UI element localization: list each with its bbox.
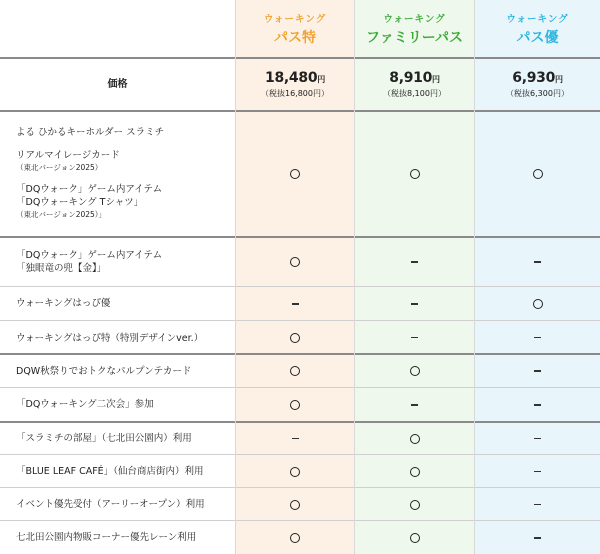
not-included-dash-icon	[411, 337, 418, 339]
not-included-dash-icon	[534, 537, 541, 539]
mark-cell-yu	[475, 456, 600, 487]
not-included-dash-icon	[534, 504, 541, 506]
price-tax: （税抜6,300円）	[506, 88, 569, 98]
not-included-dash-icon	[292, 303, 299, 305]
mark-cell-family	[355, 389, 474, 421]
price-cell-yu	[475, 60, 600, 108]
row-label-slamichi-room: 「スラミチの部屋」（七北田公園内）利用	[16, 433, 192, 444]
price-tax: （税抜8,100円）	[383, 88, 446, 98]
not-included-dash-icon	[534, 471, 541, 473]
plan-header-name: パス特	[274, 30, 316, 46]
plan-header-small: ウォーキング	[383, 14, 446, 25]
mark-cell-yu	[475, 522, 600, 554]
divider	[0, 57, 600, 59]
included-circle-icon	[290, 333, 300, 343]
included-circle-icon	[410, 533, 420, 543]
price-cell-toku	[236, 60, 354, 108]
not-included-dash-icon	[534, 438, 541, 440]
mark-cell-yu	[475, 489, 600, 520]
row-label-nijikai: 「DQウォーキング二次会」参加	[16, 399, 154, 410]
not-included-dash-icon	[411, 404, 418, 406]
price-amount: 6,930円	[512, 69, 563, 86]
mark-cell-yu	[475, 238, 600, 286]
included-circle-icon	[533, 169, 543, 179]
mark-cell-toku	[236, 456, 354, 487]
price-tax: （税抜16,800円）	[261, 88, 329, 98]
row-label-merch-lane: 七北田公園内物販コーナー優先レーン利用	[16, 532, 197, 543]
not-included-dash-icon	[534, 337, 541, 339]
not-included-dash-icon	[534, 370, 541, 372]
not-included-dash-icon	[411, 261, 418, 263]
row-label-happi-toku: ウォーキングはっぴ特（特別デザインver.）	[16, 333, 204, 344]
divider	[0, 320, 600, 321]
included-circle-icon	[290, 467, 300, 477]
mark-cell-family	[355, 112, 474, 236]
mark-cell-toku	[236, 322, 354, 353]
mark-cell-family	[355, 456, 474, 487]
included-circle-icon	[290, 169, 300, 179]
mark-cell-toku	[236, 489, 354, 520]
mark-cell-family	[355, 423, 474, 454]
mark-cell-toku	[236, 238, 354, 286]
price-label: 価格	[107, 79, 128, 90]
divider	[0, 454, 600, 455]
mark-cell-family	[355, 522, 474, 554]
mark-cell-toku	[236, 288, 354, 320]
mark-cell-toku	[236, 389, 354, 421]
row-label-blue-leaf-cafe: 「BLUE LEAF CAFÉ」（仙台商店街内）利用	[16, 466, 204, 477]
mark-cell-yu	[475, 389, 600, 421]
mark-cell-toku	[236, 112, 354, 236]
mark-cell-yu	[475, 355, 600, 387]
mark-cell-yu	[475, 288, 600, 320]
row-label-benefit-bundle: よる ひかるキーホルダー スラミチ リアルマイレージカード （東北バージョン2025） 「DQウォーク」ゲーム内アイテム 「DQウォーキング Tシャツ」 （東北バージョン2025）」	[16, 127, 165, 219]
included-circle-icon	[533, 299, 543, 309]
plan-header-name: パス優	[516, 30, 559, 46]
row-label-early-open: イベント優先受付（アーリーオープン）利用	[16, 499, 205, 510]
plan-header-small: ウォーキング	[506, 14, 569, 25]
price-cell-family	[355, 60, 474, 108]
mark-cell-family	[355, 238, 474, 286]
plan-header-family	[355, 0, 474, 58]
not-included-dash-icon	[534, 404, 541, 406]
mark-cell-yu	[475, 322, 600, 353]
mark-cell-toku	[236, 522, 354, 554]
mark-cell-family	[355, 355, 474, 387]
plan-header-small: ウォーキング	[263, 14, 327, 25]
included-circle-icon	[290, 366, 300, 376]
divider	[0, 520, 600, 521]
price-amount: 8,910円	[389, 69, 440, 86]
included-circle-icon	[290, 257, 300, 267]
price-amount: 18,480円	[265, 69, 325, 86]
row-label-parupunte-card: DQW秋祭りでおトクなパルプンテカード	[16, 366, 192, 377]
mark-cell-toku	[236, 423, 354, 454]
mark-cell-family	[355, 288, 474, 320]
mark-cell-toku	[236, 355, 354, 387]
included-circle-icon	[290, 400, 300, 410]
not-included-dash-icon	[411, 303, 418, 305]
mark-cell-family	[355, 322, 474, 353]
row-label-happi-yu: ウォーキングはっぴ優	[16, 298, 111, 309]
included-circle-icon	[290, 500, 300, 510]
divider	[0, 487, 600, 488]
row-label-kabuto-item: 「DQウォーク」ゲーム内アイテム 「独眼竜の兜【金】」	[16, 250, 163, 274]
divider	[0, 286, 600, 287]
mark-cell-family	[355, 489, 474, 520]
included-circle-icon	[410, 467, 420, 477]
plan-header-name: ファミリーパス	[365, 30, 464, 46]
included-circle-icon	[410, 169, 420, 179]
included-circle-icon	[410, 434, 420, 444]
included-circle-icon	[410, 500, 420, 510]
plan-header-yu	[475, 0, 600, 58]
mark-cell-yu	[475, 423, 600, 454]
plan-header-toku	[236, 0, 354, 58]
not-included-dash-icon	[292, 438, 299, 440]
mark-cell-yu	[475, 112, 600, 236]
included-circle-icon	[410, 366, 420, 376]
divider	[0, 387, 600, 388]
not-included-dash-icon	[534, 261, 541, 263]
included-circle-icon	[290, 533, 300, 543]
